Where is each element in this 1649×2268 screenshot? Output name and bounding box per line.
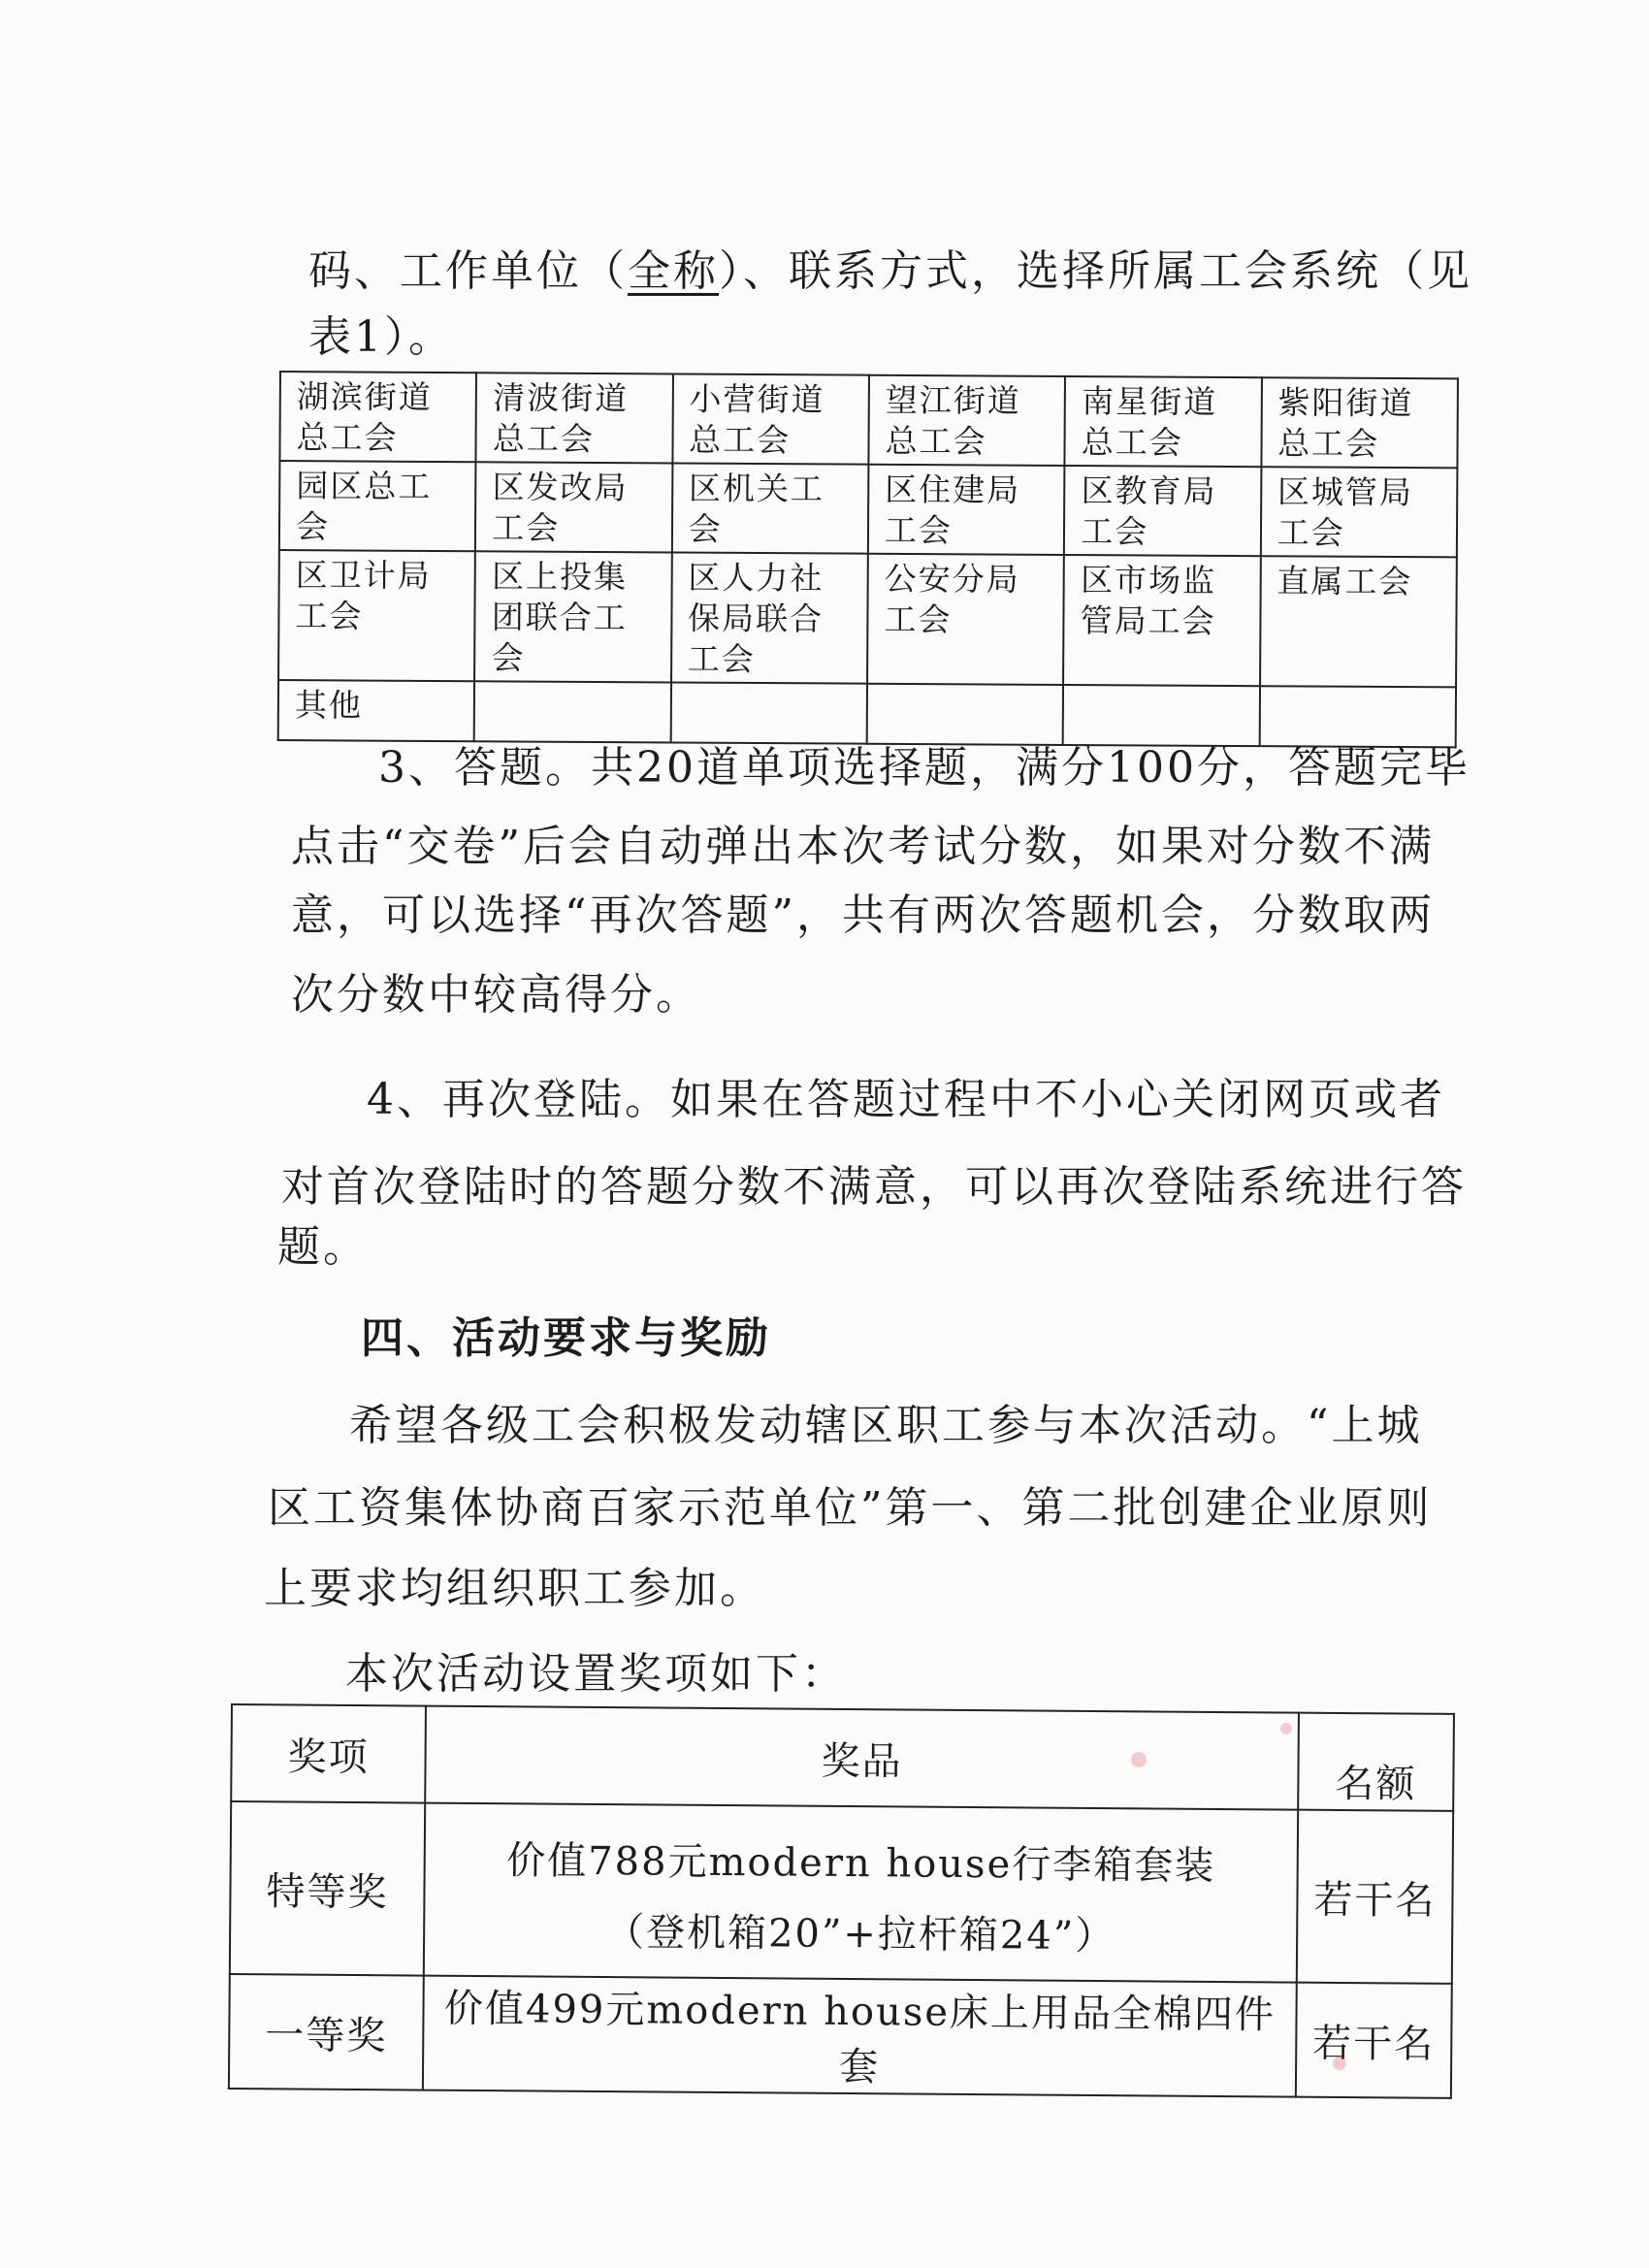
union-table-cell: 区机关工会: [672, 463, 869, 553]
union-table-cell: [474, 681, 671, 742]
union-table-cell: 园区总工会: [279, 461, 476, 551]
award-special: 特等奖: [230, 1801, 425, 1976]
union-table-cell: 区人力社保局联合工会: [671, 552, 868, 683]
union-system-table: [277, 371, 1459, 748]
union-table-row: [279, 461, 1458, 557]
ink-mark: [1333, 2057, 1346, 2070]
award-first: 一等奖: [229, 1974, 424, 2090]
section4-line-2: 对首次登陆时的答题分数不满意，可以再次登陆系统进行答: [281, 1162, 1467, 1212]
prize-special: [424, 1803, 1298, 1983]
intro-line-1: [308, 243, 1472, 301]
union-table-cell: 公安分局工会: [867, 554, 1064, 685]
union-table-cell: 区上投集团联合工会: [474, 551, 671, 682]
union-table-cell: 紫阳街道总工会: [1261, 377, 1458, 468]
union-table-cell: 区教育局工会: [1064, 466, 1261, 556]
header-award: 奖项: [231, 1704, 426, 1803]
union-table-cell: 其他: [278, 680, 475, 741]
union-table-cell: 区发改局工会: [475, 462, 672, 552]
section3-line-1: 3、答题。共20道单项选择题，满分100分，答题完毕: [378, 743, 1471, 793]
quota-special: 若干名: [1297, 1810, 1453, 1984]
header-prize: 奖品: [425, 1706, 1299, 1810]
prize-special-line-1: 价值788元modern house行李箱套装: [506, 1838, 1216, 1889]
hope-line-1: 希望各级工会积极发动辖区职工参与本次活动。“上城: [349, 1401, 1423, 1450]
section4-line-3: 题。: [277, 1222, 369, 1272]
union-table-cell: [867, 684, 1064, 745]
intro-text-fullname: 全称: [628, 246, 719, 296]
prize-row-first: [229, 1974, 1452, 2098]
intro-text-c: ）、联系方式，选择所属工会系统（见: [719, 246, 1472, 296]
union-table-cell: 区卫计局工会: [278, 550, 475, 681]
union-table-cell: 直属工会: [1260, 556, 1457, 687]
prize-table-header-row: [231, 1704, 1454, 1811]
union-table-cell: [670, 682, 867, 743]
union-table-cell: 清波街道总工会: [476, 373, 673, 463]
prize-special-line-2: （登机箱20”+拉杆箱24”）: [604, 1910, 1116, 1960]
quota-first: 若干名: [1296, 1983, 1452, 2098]
union-table-cell: 南星街道总工会: [1065, 376, 1262, 467]
union-table-cell: 区住建局工会: [868, 465, 1065, 555]
union-table-cell: 望江街道总工会: [868, 375, 1065, 466]
prize-row-special: [230, 1801, 1453, 1984]
union-table-cell: 小营街道总工会: [672, 373, 869, 464]
header-quota: 名额: [1298, 1713, 1454, 1811]
union-table-cell: [1063, 685, 1260, 746]
section3-line-3: 意，可以选择“再次答题”，共有两次答题机会，分数取两: [291, 891, 1435, 940]
union-table-row: [278, 680, 1456, 747]
intro-line-2: 表1）。: [308, 312, 454, 362]
hope-line-2: 区工资集体协商百家示范单位”第一、第二批创建企业原则: [268, 1483, 1433, 1533]
intro-text-a: 码、工作单位（: [308, 246, 628, 296]
ink-mark: [1280, 1723, 1292, 1734]
prize-first: 价值499元modern house床上用品全棉四件套: [423, 1976, 1297, 2097]
union-table-cell: 湖滨街道总工会: [279, 372, 476, 462]
hope-line-3: 上要求均组织职工参加。: [264, 1564, 765, 1613]
prize-table: [228, 1703, 1455, 2099]
prize-intro: 本次活动设置奖项如下：: [345, 1649, 847, 1699]
union-table-row: [279, 372, 1458, 468]
section3-line-2: 点击“交卷”后会自动弹出本次考试分数，如果对分数不满: [291, 822, 1435, 871]
union-table-cell: 区市场监管局工会: [1063, 555, 1260, 686]
union-table-cell: [1259, 686, 1456, 747]
union-table-cell: 区城管局工会: [1260, 467, 1457, 557]
section4-line-1: 4、再次登陆。如果在答题过程中不小心关闭网页或者: [367, 1075, 1445, 1124]
union-table-row: [278, 550, 1457, 687]
ink-mark: [1131, 1752, 1147, 1767]
section-heading-4: 四、活动要求与奖励: [361, 1313, 771, 1363]
section3-line-4: 次分数中较高得分。: [291, 970, 701, 1020]
